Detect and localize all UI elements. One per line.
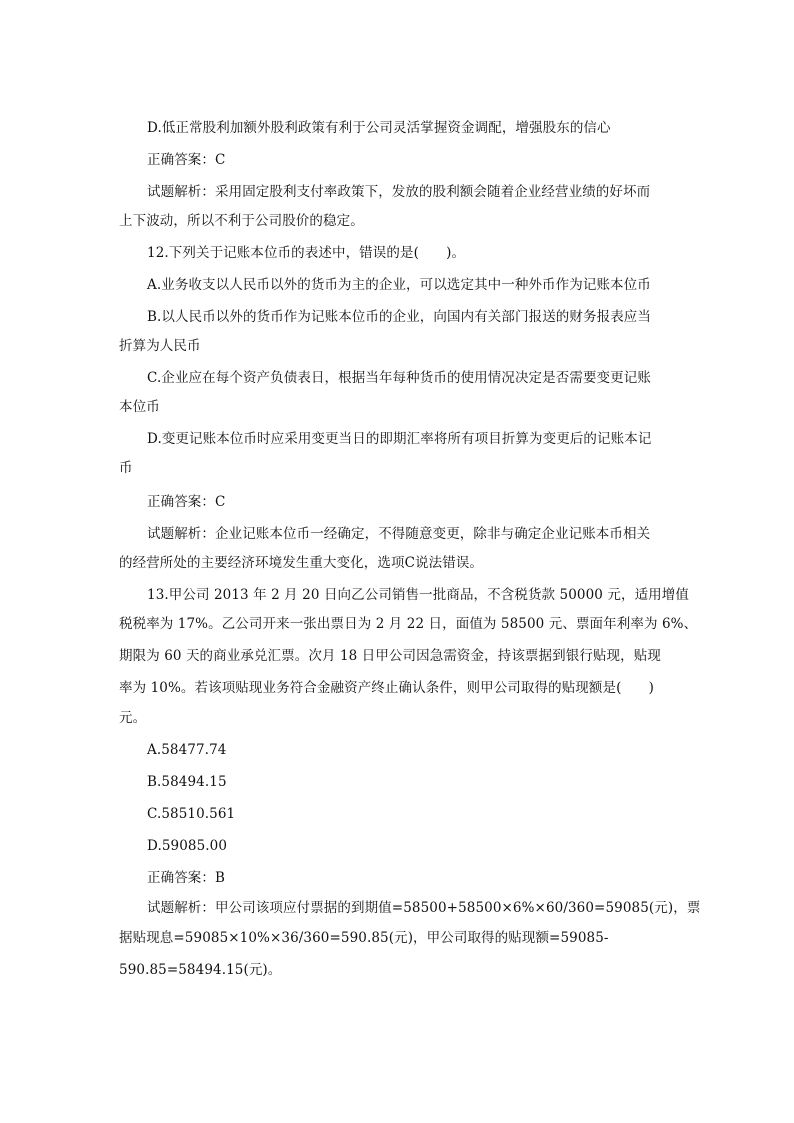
explanation-line: 的经营所处的主要经济环境发生重大变化，选项C说法错误。: [119, 555, 484, 571]
explanation-line: 590.85=58494.15(元)。: [119, 962, 282, 978]
answer-line: 正确答案：B: [147, 870, 226, 886]
option-b-line: 折算为人民币: [119, 338, 201, 354]
question-12-line: 12.下列关于记账本位币的表述中，错误的是( )。: [147, 245, 466, 261]
answer-line: 正确答案：C: [147, 494, 226, 510]
question-13-line: 率为 10%。若该项贴现业务符合金融资产终止确认条件，则甲公司取得的贴现额是( ): [119, 680, 655, 696]
option-d-line: D.变更记账本位币时应采用变更当日的即期汇率将所有项目折算为变更后的记账本记: [147, 431, 652, 447]
option-b-line: B.58494.15: [147, 774, 227, 790]
explanation-line: 试题解析：采用固定股利支付率政策下，发放的股利额会随着企业经营业绩的好坏而: [147, 184, 651, 200]
answer-line: 正确答案：C: [147, 152, 226, 168]
explanation-line: 试题解析：企业记账本位币一经确定，不得随意变更，除非与确定企业记账本币相关: [147, 526, 651, 542]
question-13-line: 税税率为 17%。乙公司开来一张出票日为 2 月 22 日，面值为 58500 元、票面年利率为 6%、: [119, 616, 698, 632]
option-c-line: C.58510.561: [147, 806, 236, 822]
option-d-line: D.低正常股利加额外股利政策有利于公司灵活掌握资金调配，增强股东的信心: [147, 120, 611, 136]
option-a-line: A.业务收支以人民币以外的货币为主的企业，可以选定其中一种外币作为记账本位币: [147, 277, 651, 293]
explanation-line: 据贴现息=59085×10%×36/360=590.85(元)，甲公司取得的贴现额=59085-: [119, 930, 609, 946]
option-d-line: D.59085.00: [147, 838, 228, 854]
option-d-line: 币: [119, 460, 133, 476]
explanation-line: 上下波动，所以不利于公司股价的稳定。: [119, 213, 364, 229]
explanation-line: 试题解析：甲公司该项应付票据的到期值=58500+58500×6%×60/360=59085(元)，票: [147, 900, 701, 916]
option-c-line: 本位币: [119, 399, 160, 415]
option-c-line: C.企业应在每个资产负债表日，根据当年每种货币的使用情况决定是否需要变更记账: [147, 370, 651, 386]
question-13-line: 13.甲公司 2013 年 2 月 20 日向乙公司销售一批商品，不含税货款 50000 元，适用增值: [147, 587, 689, 603]
option-a-line: A.58477.74: [147, 742, 227, 758]
question-13-line: 期限为 60 天的商业承兑汇票。次月 18 日甲公司因急需资金，持该票据到银行贴现，贴现: [119, 648, 661, 664]
option-b-line: B.以人民币以外的货币作为记账本位币的企业，向国内有关部门报送的财务报表应当: [147, 309, 652, 325]
question-13-line: 元。: [119, 710, 147, 726]
